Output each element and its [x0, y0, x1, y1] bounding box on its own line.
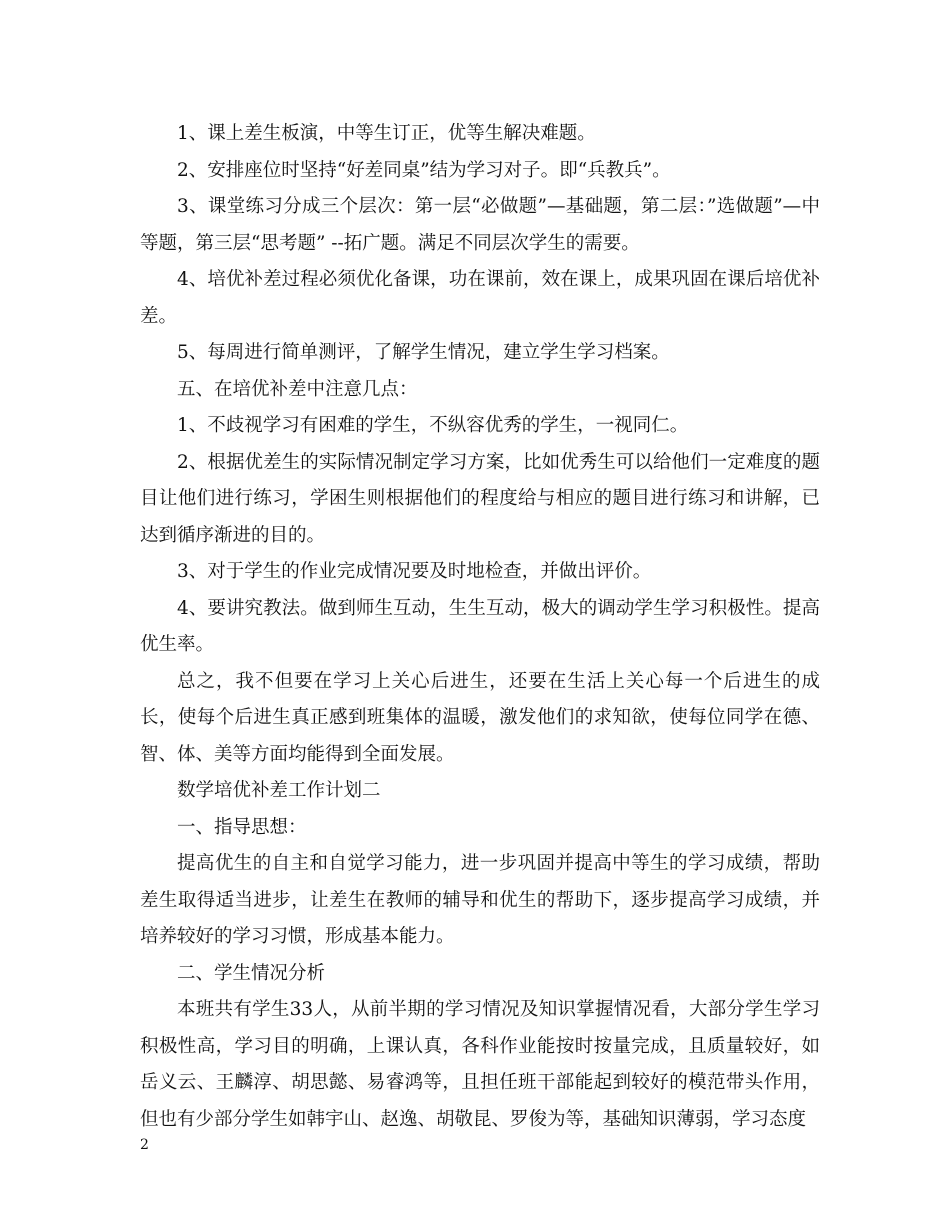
section-heading: 五、在培优补差中注意几点： — [177, 378, 418, 400]
paragraph: 总之，我不但要在学习上关心后进生，还要在生活上关心每一个后进生的成长，使每个后进生真正感到班集体的温暖，激发他们的求知欲，使每位同学在德、智、体、美等方面均能得到全面发展。 — [140, 670, 820, 765]
paragraph: 2、安排座位时坚持“好差同桌”结为学习对子。即“兵教兵”。 — [177, 159, 671, 181]
section-title: 数学培优补差工作计划二 — [177, 780, 381, 801]
paragraph: 3、对于学生的作业完成情况要及时地检查，并做出评价。 — [177, 561, 652, 582]
page-number: 2 — [140, 1137, 149, 1153]
paragraph: 4、要讲究教法。做到师生互动，生生互动，极大的调动学生学习积极性。提高优生率。 — [140, 597, 820, 655]
paragraph: 提高优生的自主和自觉学习能力，进一步巩固并提高中等生的学习成绩，帮助差生取得适当进步，让差生在教师的辅导和优生的帮助下，逐步提高学习成绩，并培养较好的学习习惯，形成基本能力。 — [140, 853, 820, 947]
section-heading: 二、学生情况分析 — [177, 962, 326, 984]
paragraph: 1、不歧视学习有困难的学生，不纵容优秀的学生，一视同仁。 — [177, 415, 689, 436]
section-heading: 一、指导思想： — [177, 816, 307, 838]
paragraph: 1、课上差生板演，中等生订正，优等生解决难题。 — [177, 123, 596, 144]
paragraph: 3、课堂练习分成三个层次：第一层“必做题”—基础题，第二层：”选做题”—中等题，第三层“思考题” --拓广题。满足不同层次学生的需要。 — [140, 196, 820, 254]
document-body — [140, 116, 820, 1138]
paragraph: 2、根据优差生的实际情况制定学习方案，比如优秀生可以给他们一定难度的题目让他们进行练习，学困生则根据他们的程度给与相应的题目进行练习和讲解，已达到循序渐进的目的。 — [140, 451, 820, 546]
paragraph: 5、每周进行简单测评，了解学生情况，建立学生学习档案。 — [177, 342, 670, 363]
paragraph: 4、培优补差过程必须优化备课，功在课前，效在课上，成果巩固在课后培优补差。 — [140, 269, 820, 327]
paragraph: 本班共有学生33人，从前半期的学习情况及知识掌握情况看，大部分学生学习积极性高，学习目的明确，上课认真，各科作业能按时按量完成，且质量较好，如岳义云、王麟淳、胡思懿、易睿鸿等，且担任班干部能起到较好的模范带头作用，但也有少部分学生如韩宇山、赵逸、胡敬昆、罗俊为等，基础知识薄弱，学习态度 — [140, 999, 820, 1130]
